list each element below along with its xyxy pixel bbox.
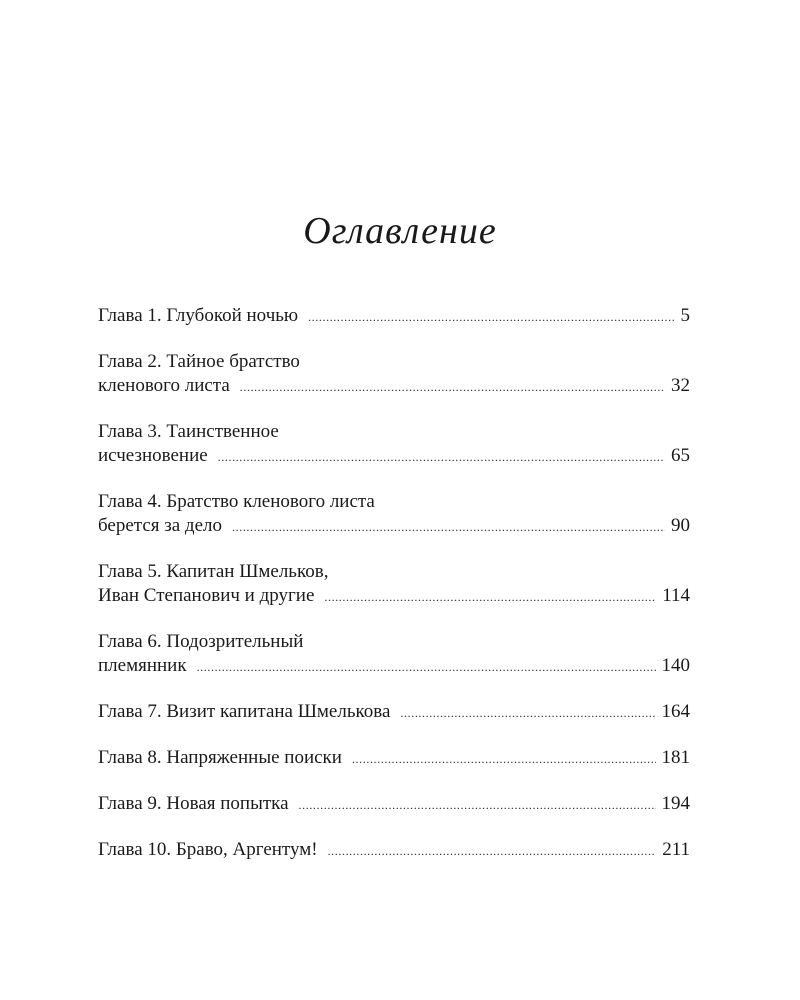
chapter-title: Глава 3. Таинственное xyxy=(98,421,279,442)
page-number: 32 xyxy=(671,375,690,396)
chapter-title: Глава 9. Новая попытка xyxy=(98,793,289,814)
dot-leader xyxy=(352,747,656,771)
toc-entry-line xyxy=(98,350,690,374)
toc-entry-9[interactable] xyxy=(98,792,690,817)
toc-entry-line xyxy=(98,746,690,771)
toc-entry-line xyxy=(98,444,690,469)
toc-entry-line xyxy=(98,654,690,679)
chapter-title: Глава 8. Напряженные поиски xyxy=(98,747,342,768)
toc-entry-line xyxy=(98,700,690,725)
page-number: 181 xyxy=(661,747,690,768)
toc-entry-line xyxy=(98,374,690,399)
dot-leader xyxy=(328,839,657,863)
toc-entry-line xyxy=(98,630,690,654)
toc-entry-5[interactable] xyxy=(98,560,690,609)
page-number: 194 xyxy=(661,793,690,814)
page-title: Оглавление xyxy=(303,210,497,252)
page-number: 140 xyxy=(661,655,690,676)
dot-leader xyxy=(218,445,665,469)
page-number: 90 xyxy=(671,515,690,536)
chapter-title-continued: берется за дело xyxy=(98,515,223,536)
chapter-title: Глава 7. Визит капитана Шмелькова xyxy=(98,701,391,722)
dot-leader xyxy=(240,375,665,399)
chapter-title-continued: племянник xyxy=(98,655,187,676)
toc-entry-line xyxy=(98,838,690,863)
dot-leader xyxy=(400,701,655,725)
chapter-title-continued: исчезновение xyxy=(98,445,208,466)
toc-entry-10[interactable] xyxy=(98,838,690,863)
page-number: 65 xyxy=(671,445,690,466)
toc-entry-7[interactable] xyxy=(98,700,690,725)
chapter-title: Глава 6. Подозрительный xyxy=(98,631,304,652)
page-number: 164 xyxy=(661,701,690,722)
chapter-title-continued: кленового листа xyxy=(98,375,230,396)
chapter-title: Глава 1. Глубокой ночью xyxy=(98,305,299,326)
dot-leader xyxy=(232,515,665,539)
chapter-title-continued: Иван Степанович и другие xyxy=(98,585,315,606)
chapter-title: Глава 10. Браво, Аргентум! xyxy=(98,839,318,860)
page-number: 211 xyxy=(662,839,690,860)
page-number: 5 xyxy=(680,305,690,326)
toc-entry-4[interactable] xyxy=(98,490,690,539)
page-number: 114 xyxy=(662,585,690,606)
toc-entry-1[interactable] xyxy=(98,304,690,329)
toc-entry-8[interactable] xyxy=(98,746,690,771)
toc-entry-line xyxy=(98,490,690,514)
chapter-title: Глава 5. Капитан Шмельков, xyxy=(98,561,329,582)
dot-leader xyxy=(299,793,656,817)
toc-entry-line xyxy=(98,792,690,817)
toc-entry-line xyxy=(98,584,690,609)
toc-entry-line xyxy=(98,514,690,539)
chapter-title: Глава 4. Братство кленового листа xyxy=(98,491,375,512)
chapter-title: Глава 2. Тайное братство xyxy=(98,351,300,372)
toc-entry-line xyxy=(98,420,690,444)
toc-entry-line xyxy=(98,560,690,584)
toc-entry-6[interactable] xyxy=(98,630,690,679)
toc-entry-2[interactable] xyxy=(98,350,690,399)
toc-entry-3[interactable] xyxy=(98,420,690,469)
dot-leader xyxy=(197,655,656,679)
toc-entry-line xyxy=(98,304,690,329)
dot-leader xyxy=(324,585,656,609)
table-of-contents xyxy=(98,304,690,884)
dot-leader xyxy=(308,305,674,329)
